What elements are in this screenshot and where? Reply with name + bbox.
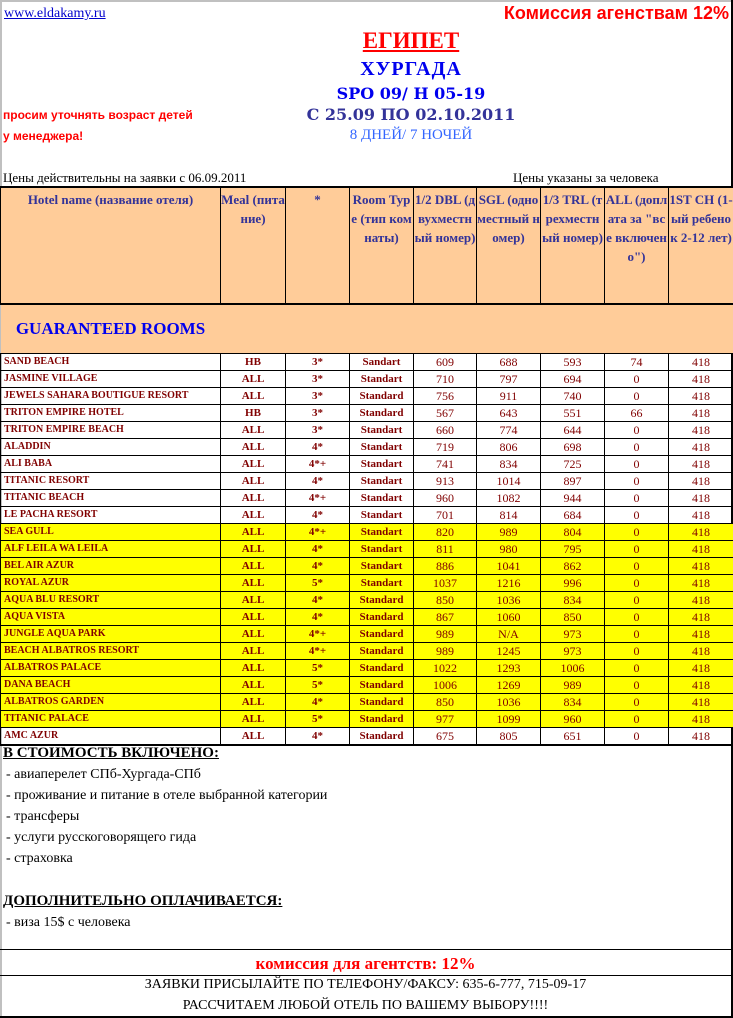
price-all-inclusive: 0 xyxy=(605,473,669,490)
star-rating: 4* xyxy=(286,558,350,575)
meal-plan: ALL xyxy=(221,439,286,456)
meal-plan: HB xyxy=(221,354,286,371)
price-sgl: 911 xyxy=(477,388,541,405)
table-row xyxy=(1,422,733,439)
price-child: 418 xyxy=(669,507,733,524)
price-child: 418 xyxy=(669,694,733,711)
price-trl: 698 xyxy=(541,439,605,456)
price-all-inclusive: 0 xyxy=(605,439,669,456)
room-type: Standard xyxy=(350,592,414,609)
price-trl: 897 xyxy=(541,473,605,490)
price-dbl: 756 xyxy=(414,388,477,405)
room-type: Standart xyxy=(350,490,414,507)
room-type: Standard xyxy=(350,711,414,728)
hotel-name: TRITON EMPIRE HOTEL xyxy=(1,405,221,422)
hotel-name: DANA BEACH xyxy=(1,677,221,694)
table-row xyxy=(1,354,733,371)
col-header-stars: * xyxy=(286,187,350,304)
price-all-inclusive: 0 xyxy=(605,626,669,643)
price-sgl: 1014 xyxy=(477,473,541,490)
hotel-name: TRITON EMPIRE BEACH xyxy=(1,422,221,439)
hotel-name: ALF LEILA WA LEILA xyxy=(1,541,221,558)
price-all-inclusive: 0 xyxy=(605,490,669,507)
price-all-inclusive: 0 xyxy=(605,660,669,677)
footer-commission: комиссия для агентств: 12% xyxy=(255,954,476,973)
price-trl: 989 xyxy=(541,677,605,694)
hotel-name: AQUA VISTA xyxy=(1,609,221,626)
price-child: 418 xyxy=(669,575,733,592)
col-header-all: ALL (доплата за "все включено") xyxy=(605,187,669,304)
room-type: Standart xyxy=(350,507,414,524)
price-sgl: 1216 xyxy=(477,575,541,592)
extra-item: - виза 15$ с человека xyxy=(6,915,131,930)
price-sgl: 805 xyxy=(477,728,541,746)
price-sgl: 1245 xyxy=(477,643,541,660)
table-row xyxy=(1,626,733,643)
price-dbl: 1006 xyxy=(414,677,477,694)
col-header-room: Room Type (тип комнаты) xyxy=(350,187,414,304)
hotel-name: ALBATROS PALACE xyxy=(1,660,221,677)
room-type: Standard xyxy=(350,388,414,405)
meal-plan: ALL xyxy=(221,694,286,711)
price-dbl: 719 xyxy=(414,439,477,456)
price-all-inclusive: 66 xyxy=(605,405,669,422)
included-item: - услуги русскоговорящего гида xyxy=(6,830,197,845)
price-child: 418 xyxy=(669,456,733,473)
meal-plan: ALL xyxy=(221,422,286,439)
hotel-rows xyxy=(1,354,733,746)
meal-plan: ALL xyxy=(221,490,286,507)
table-row xyxy=(1,507,733,524)
commission-banner: Комиссия агенствам 12% xyxy=(503,3,729,23)
children-age-warning-line1: просим уточнять возраст детей xyxy=(3,108,193,122)
meal-plan: ALL xyxy=(221,371,286,388)
footer-contact: ЗАЯВКИ ПРИСЫЛАЙТЕ ПО ТЕЛЕФОНУ/ФАКСУ: 635-6-777, 715-09-17 xyxy=(144,977,587,992)
price-sgl: 1293 xyxy=(477,660,541,677)
included-item: - авиаперелет СПб-Хургада-СПб xyxy=(6,767,201,782)
meal-plan: ALL xyxy=(221,609,286,626)
table-row xyxy=(1,541,733,558)
price-trl: 651 xyxy=(541,728,605,746)
price-all-inclusive: 0 xyxy=(605,388,669,405)
star-rating: 5* xyxy=(286,575,350,592)
table-row xyxy=(1,405,733,422)
table-row xyxy=(1,677,733,694)
price-trl: 862 xyxy=(541,558,605,575)
meal-plan: ALL xyxy=(221,575,286,592)
price-sgl: 688 xyxy=(477,354,541,371)
price-child: 418 xyxy=(669,711,733,728)
room-type: Standart xyxy=(350,575,414,592)
star-rating: 4*+ xyxy=(286,456,350,473)
price-dbl: 960 xyxy=(414,490,477,507)
price-sgl: 980 xyxy=(477,541,541,558)
spo-code: SPO 09/ H 05-19 xyxy=(336,84,486,103)
price-dbl: 977 xyxy=(414,711,477,728)
hotel-name: BEACH ALBATROS RESORT xyxy=(1,643,221,660)
star-rating: 4*+ xyxy=(286,490,350,507)
star-rating: 5* xyxy=(286,660,350,677)
price-all-inclusive: 0 xyxy=(605,711,669,728)
price-child: 418 xyxy=(669,371,733,388)
table-row xyxy=(1,524,733,541)
room-type: Standart xyxy=(350,524,414,541)
price-trl: 996 xyxy=(541,575,605,592)
star-rating: 4*+ xyxy=(286,643,350,660)
hotel-name: JUNGLE AQUA PARK xyxy=(1,626,221,643)
price-all-inclusive: 0 xyxy=(605,371,669,388)
price-sgl: 797 xyxy=(477,371,541,388)
price-trl: 694 xyxy=(541,371,605,388)
price-child: 418 xyxy=(669,405,733,422)
meal-plan: ALL xyxy=(221,660,286,677)
price-all-inclusive: 0 xyxy=(605,677,669,694)
room-type: Standart xyxy=(350,473,414,490)
price-sgl: 1036 xyxy=(477,694,541,711)
meal-plan: ALL xyxy=(221,456,286,473)
price-child: 418 xyxy=(669,388,733,405)
price-child: 418 xyxy=(669,609,733,626)
meal-plan: ALL xyxy=(221,677,286,694)
star-rating: 4* xyxy=(286,728,350,746)
price-all-inclusive: 0 xyxy=(605,456,669,473)
table-row xyxy=(1,592,733,609)
price-child: 418 xyxy=(669,422,733,439)
extra-title: ДОПОЛНИТЕЛЬНО ОПЛАЧИВАЕТСЯ: xyxy=(3,893,283,909)
price-child: 418 xyxy=(669,354,733,371)
hotel-name: ALI BABA xyxy=(1,456,221,473)
price-dbl: 1037 xyxy=(414,575,477,592)
meal-plan: ALL xyxy=(221,558,286,575)
price-all-inclusive: 0 xyxy=(605,728,669,746)
price-all-inclusive: 0 xyxy=(605,575,669,592)
included-title: В СТОИМОСТЬ ВКЛЮЧЕНО: xyxy=(3,745,219,761)
price-trl: 973 xyxy=(541,626,605,643)
prices-valid-from: Цены действительны на заявки с 06.09.2011 xyxy=(3,170,247,185)
price-sgl: 834 xyxy=(477,456,541,473)
price-child: 418 xyxy=(669,558,733,575)
city-title: ХУРГАДА xyxy=(360,58,462,80)
table-row xyxy=(1,473,733,490)
star-rating: 4*+ xyxy=(286,524,350,541)
price-trl: 644 xyxy=(541,422,605,439)
room-type: Standart xyxy=(350,541,414,558)
meal-plan: ALL xyxy=(221,643,286,660)
hotel-name: ROYAL AZUR xyxy=(1,575,221,592)
price-table xyxy=(0,186,733,746)
price-all-inclusive: 0 xyxy=(605,694,669,711)
price-sgl: 1099 xyxy=(477,711,541,728)
star-rating: 4* xyxy=(286,541,350,558)
price-all-inclusive: 0 xyxy=(605,609,669,626)
hotel-name: JEWELS SAHARA BOUTIGUE RESORT xyxy=(1,388,221,405)
price-dbl: 675 xyxy=(414,728,477,746)
col-header-child: 1ST CH (1-ый ребенок 2-12 лет) xyxy=(669,187,733,304)
price-all-inclusive: 0 xyxy=(605,422,669,439)
price-all-inclusive: 74 xyxy=(605,354,669,371)
price-trl: 684 xyxy=(541,507,605,524)
price-sgl: 1036 xyxy=(477,592,541,609)
price-dbl: 820 xyxy=(414,524,477,541)
price-child: 418 xyxy=(669,626,733,643)
star-rating: 4* xyxy=(286,507,350,524)
room-type: Standart xyxy=(350,456,414,473)
price-dbl: 850 xyxy=(414,592,477,609)
price-dbl: 609 xyxy=(414,354,477,371)
included-section xyxy=(0,744,733,949)
site-link[interactable]: www.eldakamy.ru xyxy=(4,6,106,21)
star-rating: 3* xyxy=(286,422,350,439)
price-dbl: 886 xyxy=(414,558,477,575)
prices-per-person-note: Цены указаны за человека xyxy=(513,170,659,185)
hotel-name: TITANIC PALACE xyxy=(1,711,221,728)
col-header-dbl: 1/2 DBL (двухместный номер) xyxy=(414,187,477,304)
meal-plan: ALL xyxy=(221,711,286,728)
table-row xyxy=(1,609,733,626)
price-sgl: 774 xyxy=(477,422,541,439)
hotel-name: AMC AZUR xyxy=(1,728,221,746)
price-trl: 593 xyxy=(541,354,605,371)
price-dbl: 867 xyxy=(414,609,477,626)
meal-plan: ALL xyxy=(221,473,286,490)
table-row xyxy=(1,490,733,507)
price-sgl: 1060 xyxy=(477,609,541,626)
hotel-name: TITANIC RESORT xyxy=(1,473,221,490)
room-type: Standard xyxy=(350,643,414,660)
hotel-name: AQUA BLU RESORT xyxy=(1,592,221,609)
price-trl: 834 xyxy=(541,592,605,609)
section-row xyxy=(1,304,733,354)
price-all-inclusive: 0 xyxy=(605,541,669,558)
price-dbl: 811 xyxy=(414,541,477,558)
price-dbl: 913 xyxy=(414,473,477,490)
hotel-name: SAND BEACH xyxy=(1,354,221,371)
col-header-sgl: SGL (одноместный номер) xyxy=(477,187,541,304)
room-type: Standard xyxy=(350,728,414,746)
star-rating: 4* xyxy=(286,694,350,711)
room-type: Standard xyxy=(350,626,414,643)
table-row xyxy=(1,660,733,677)
room-type: Standart xyxy=(350,422,414,439)
price-dbl: 989 xyxy=(414,626,477,643)
star-rating: 5* xyxy=(286,677,350,694)
price-child: 418 xyxy=(669,660,733,677)
price-sgl: 989 xyxy=(477,524,541,541)
room-type: Standard xyxy=(350,694,414,711)
star-rating: 3* xyxy=(286,371,350,388)
room-type: Standard xyxy=(350,677,414,694)
price-trl: 944 xyxy=(541,490,605,507)
star-rating: 5* xyxy=(286,711,350,728)
room-type: Standart xyxy=(350,439,414,456)
price-sgl: 1041 xyxy=(477,558,541,575)
table-header-row xyxy=(1,187,733,304)
footer-offer: РАССЧИТАЕМ ЛЮБОЙ ОТЕЛЬ ПО ВАШЕМУ ВЫБОРУ!!!! xyxy=(182,998,549,1013)
table-row xyxy=(1,558,733,575)
price-all-inclusive: 0 xyxy=(605,507,669,524)
price-trl: 960 xyxy=(541,711,605,728)
star-rating: 4* xyxy=(286,439,350,456)
footer-divider xyxy=(0,975,731,976)
room-type: Standard xyxy=(350,405,414,422)
price-dbl: 701 xyxy=(414,507,477,524)
price-child: 418 xyxy=(669,524,733,541)
tour-duration: 8 ДНЕЙ/ 7 НОЧЕЙ xyxy=(349,127,473,143)
star-rating: 3* xyxy=(286,388,350,405)
room-type: Standart xyxy=(350,371,414,388)
price-sgl: 1082 xyxy=(477,490,541,507)
price-child: 418 xyxy=(669,677,733,694)
price-all-inclusive: 0 xyxy=(605,592,669,609)
price-all-inclusive: 0 xyxy=(605,558,669,575)
section-label-guaranteed-rooms: GUARANTEED ROOMS xyxy=(15,319,206,338)
price-trl: 740 xyxy=(541,388,605,405)
price-dbl: 989 xyxy=(414,643,477,660)
price-dbl: 710 xyxy=(414,371,477,388)
price-trl: 795 xyxy=(541,541,605,558)
meal-plan: ALL xyxy=(221,592,286,609)
included-item: - страховка xyxy=(6,851,73,866)
price-dbl: 660 xyxy=(414,422,477,439)
price-dbl: 567 xyxy=(414,405,477,422)
table-row xyxy=(1,711,733,728)
included-item: - проживание и питание в отеле выбранной категории xyxy=(6,788,328,803)
star-rating: 4* xyxy=(286,609,350,626)
price-trl: 551 xyxy=(541,405,605,422)
hotel-name: JASMINE VILLAGE xyxy=(1,371,221,388)
price-dbl: 1022 xyxy=(414,660,477,677)
price-child: 418 xyxy=(669,473,733,490)
table-row xyxy=(1,388,733,405)
meal-plan: ALL xyxy=(221,524,286,541)
footer xyxy=(0,949,733,1018)
price-sgl: 1269 xyxy=(477,677,541,694)
star-rating: 3* xyxy=(286,405,350,422)
meal-plan: ALL xyxy=(221,541,286,558)
country-title: ЕГИПЕТ xyxy=(362,28,460,53)
price-child: 418 xyxy=(669,728,733,746)
table-row xyxy=(1,456,733,473)
meal-plan: ALL xyxy=(221,507,286,524)
hotel-name: SEA GULL xyxy=(1,524,221,541)
price-dbl: 741 xyxy=(414,456,477,473)
price-trl: 725 xyxy=(541,456,605,473)
room-type: Standard xyxy=(350,609,414,626)
price-trl: 804 xyxy=(541,524,605,541)
table-row xyxy=(1,728,733,746)
col-header-meal: Meal (питание) xyxy=(221,187,286,304)
included-item: - трансферы xyxy=(6,809,80,824)
table-row xyxy=(1,643,733,660)
hotel-name: BEL AIR AZUR xyxy=(1,558,221,575)
tour-dates: С 25.09 ПО 02.10.2011 xyxy=(306,105,516,124)
price-child: 418 xyxy=(669,541,733,558)
table-row xyxy=(1,439,733,456)
col-header-trl: 1/3 TRL (трехместный номер) xyxy=(541,187,605,304)
price-sgl: 806 xyxy=(477,439,541,456)
hotel-name: ALBATROS GARDEN xyxy=(1,694,221,711)
price-all-inclusive: 0 xyxy=(605,643,669,660)
table-row xyxy=(1,694,733,711)
price-sgl: N/A xyxy=(477,626,541,643)
table-row xyxy=(1,371,733,388)
price-child: 418 xyxy=(669,592,733,609)
hotel-name: LE PACHA RESORT xyxy=(1,507,221,524)
star-rating: 4* xyxy=(286,592,350,609)
price-child: 418 xyxy=(669,490,733,507)
meal-plan: ALL xyxy=(221,728,286,746)
price-trl: 850 xyxy=(541,609,605,626)
price-sgl: 643 xyxy=(477,405,541,422)
hotel-name: TITANIC BEACH xyxy=(1,490,221,507)
meal-plan: ALL xyxy=(221,388,286,405)
table-row xyxy=(1,575,733,592)
star-rating: 4*+ xyxy=(286,626,350,643)
room-type: Standard xyxy=(350,660,414,677)
hotel-name: ALADDIN xyxy=(1,439,221,456)
price-child: 418 xyxy=(669,439,733,456)
star-rating: 4* xyxy=(286,473,350,490)
price-trl: 1006 xyxy=(541,660,605,677)
col-header-hotel: Hotel name (название отеля) xyxy=(1,187,221,304)
price-trl: 973 xyxy=(541,643,605,660)
star-rating: 3* xyxy=(286,354,350,371)
meal-plan: HB xyxy=(221,405,286,422)
meal-plan: ALL xyxy=(221,626,286,643)
price-trl: 834 xyxy=(541,694,605,711)
price-sgl: 814 xyxy=(477,507,541,524)
room-type: Standart xyxy=(350,558,414,575)
price-child: 418 xyxy=(669,643,733,660)
price-all-inclusive: 0 xyxy=(605,524,669,541)
price-dbl: 850 xyxy=(414,694,477,711)
room-type: Sandart xyxy=(350,354,414,371)
children-age-warning-line2: у менеджера! xyxy=(3,129,84,143)
